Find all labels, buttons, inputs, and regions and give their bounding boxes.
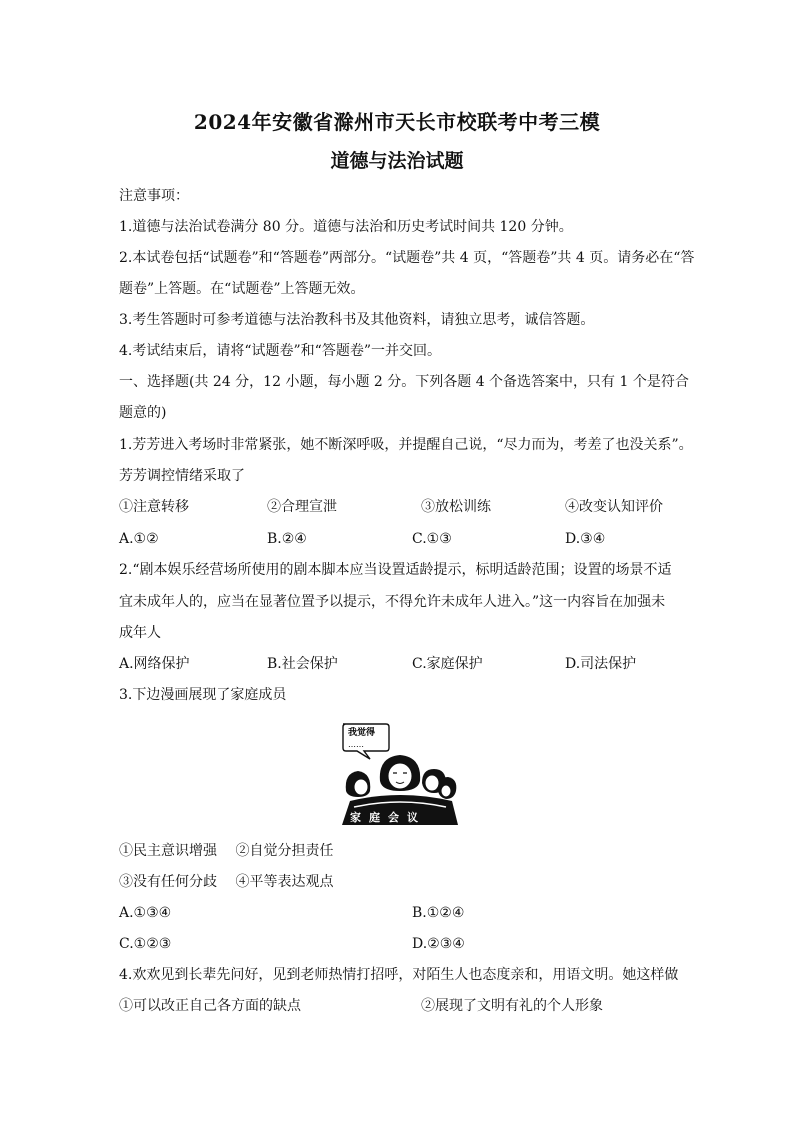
bubble-ellipsis: …… xyxy=(348,740,364,749)
exam-title: 2024年安徽省滁州市天长市校联考中考三模 xyxy=(193,110,601,134)
q3-option-a: A.①③④ xyxy=(119,905,172,921)
q1-stem-cont: 芳芳调控情绪采取了 xyxy=(119,468,245,484)
q1-item: ③放松训练 xyxy=(421,499,491,515)
bubble-text: 我觉得 xyxy=(348,728,376,738)
q2-stem: 2.“剧本娱乐经营场所使用的剧本脚本应当设置适龄提示，标明适龄范围；设置的场景不适 xyxy=(119,562,672,578)
section-heading: 一、选择题(共 24 分，12 小题，每小题 2 分。下列各题 4 个备选答案中，只有 1 个是符合 xyxy=(119,374,689,390)
q1-option-c: C.①③ xyxy=(412,531,452,547)
q4-stem: 4.欢欢见到长辈先问好，见到老师热情打招呼，对陌生人也态度亲和，用语文明。她这样做 xyxy=(119,967,679,983)
q2-option-c: C.家庭保护 xyxy=(412,656,483,672)
q1-option-a: A.①② xyxy=(119,531,159,547)
q3-option-b: B.①②④ xyxy=(412,905,465,921)
family-meeting-cartoon xyxy=(340,721,458,825)
q3-items-row: ①民主意识增强 ②自觉分担责任 xyxy=(119,843,334,859)
notice-item: 1.道德与法治试卷满分 80 分。道德与法治和历史考试时间共 120 分钟。 xyxy=(119,219,573,235)
q2-option-b: B.社会保护 xyxy=(267,656,338,672)
q3-option-d: D.②③④ xyxy=(412,936,465,952)
table-banner-text: 家庭会议 xyxy=(350,811,426,824)
notice-item: 题卷”上答题。在“试题卷”上答题无效。 xyxy=(119,281,365,297)
section-heading-cont: 题意的) xyxy=(119,405,167,421)
q1-option-b: B.②④ xyxy=(267,531,307,547)
q3-items-row: ③没有任何分歧 ④平等表达观点 xyxy=(119,874,334,890)
q4-item: ①可以改正自己各方面的缺点 xyxy=(119,998,301,1014)
notice-item: 2.本试卷包括“试题卷”和“答题卷”两部分。“试题卷”共 4 页，“答题卷”共 4 页。请务必在“答 xyxy=(119,250,695,266)
q1-stem: 1.芳芳进入考场时非常紧张，她不断深呼吸，并提醒自己说，“尽力而为，考差了也没关系”。 xyxy=(119,437,693,453)
speaker-face xyxy=(388,763,412,789)
exam-subtitle: 道德与法治试题 xyxy=(330,150,464,172)
q3-option-c: C.①②③ xyxy=(119,936,172,952)
q3-stem: 3.下边漫画展现了家庭成员 xyxy=(119,687,287,703)
q1-option-d: D.③④ xyxy=(565,531,606,547)
notice-item: 3.考生答题时可参考道德与法治教科书及其他资料，请独立思考，诚信答题。 xyxy=(119,312,595,328)
q1-item: ④改变认知评价 xyxy=(565,499,663,515)
q1-item: ②合理宣泄 xyxy=(267,499,337,515)
notice-heading: 注意事项： xyxy=(119,188,189,204)
q2-option-a: A.网络保护 xyxy=(119,656,190,672)
notice-item: 4.考试结束后，请将“试题卷”和“答题卷”一并交回。 xyxy=(119,343,441,359)
q4-item: ②展现了文明有礼的个人形象 xyxy=(421,998,603,1014)
q2-stem-cont: 成年人 xyxy=(119,625,161,641)
q2-option-d: D.司法保护 xyxy=(565,656,637,672)
q1-item: ①注意转移 xyxy=(119,499,189,515)
q2-stem-cont: 宜未成年人的，应当在显著位置予以提示，不得允许未成年人进入。”这一内容旨在加强未 xyxy=(119,594,666,610)
